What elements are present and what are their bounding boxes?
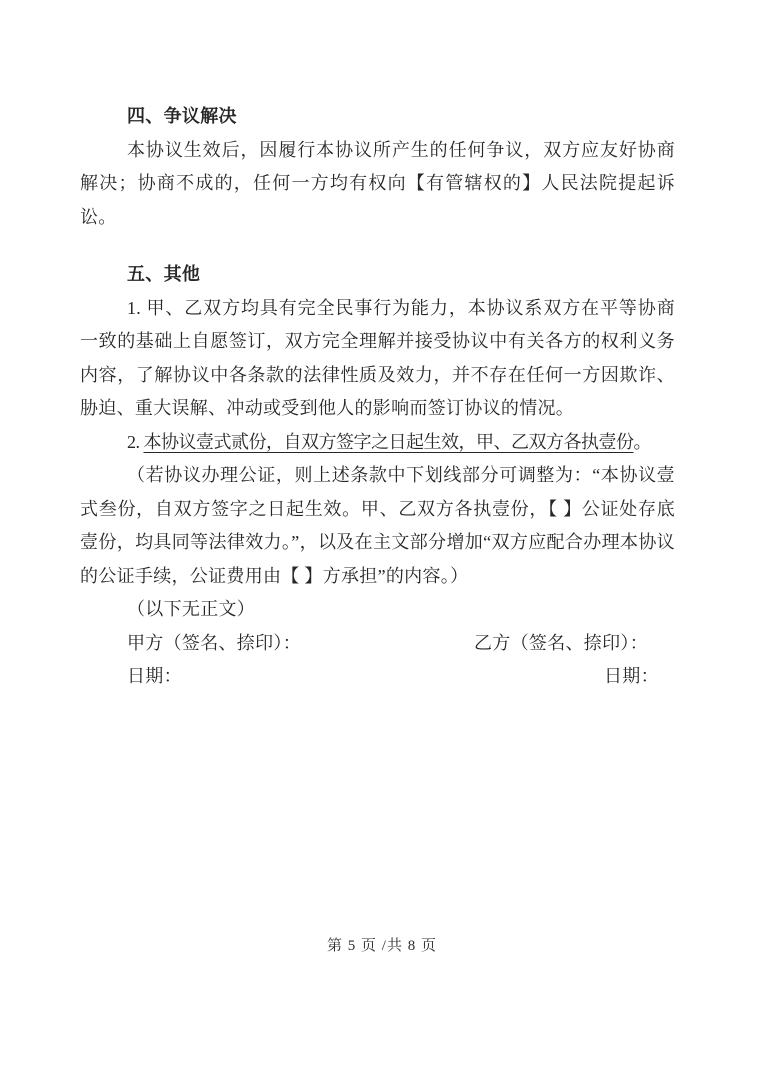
- date-row: [80, 660, 675, 694]
- clause-2-number: 2.: [127, 431, 144, 452]
- notary-adjustment-note: （若协议办理公证，则上述条款中下划线部分可调整为：“本协议壹式叁份，自双方签字之日起生效。甲、乙双方各执壹份，【 】公证处存底壹份，均具同等法律效力。”，以及在主文部分增加“双方应配合办理本协议的公证手续，公证费用由【 】方承担”的内容。）: [80, 465, 675, 586]
- party-b-date-label: 日期：: [604, 666, 659, 686]
- misc-clause-1: 1. 甲、乙双方均具有完全民事行为能力，本协议系双方在平等协商一致的基础上自愿签订，双方完全理解并接受协议中有关各方的权利义务内容，了解协议中各条款的法律性质及效力，并不存在任何一方因欺诈、胁迫、重大误解、冲动或受到他人的影响而签订协议的情况。: [80, 297, 675, 418]
- party-b-signature-label: 乙方（签名、捺印）：: [474, 632, 648, 653]
- signature-row: [80, 627, 675, 661]
- misc-clause-2: [80, 426, 675, 460]
- section-dispute-body: 本协议生效后，因履行本协议所产生的任何争议，双方应友好协商解决；协商不成的，任何一方均有权向【有管辖权的】人民法院提起诉讼。: [80, 139, 675, 227]
- party-a-date-label: 日期：: [127, 666, 182, 686]
- clause-2-underlined-text: 本协议壹式贰份，自双方签字之日起生效，甲、乙双方各执壹份: [143, 431, 634, 452]
- clause-2-period: 。: [633, 431, 651, 452]
- no-text-below-note: （以下无正文）: [127, 599, 256, 619]
- section-misc-heading: 五、其他: [127, 264, 201, 284]
- party-a-signature-label: 甲方（签名、捺印）：: [127, 632, 301, 653]
- section-dispute-heading: 四、争议解决: [127, 106, 237, 126]
- page-number-indicator: 第 5 页 /共 8 页: [327, 938, 437, 954]
